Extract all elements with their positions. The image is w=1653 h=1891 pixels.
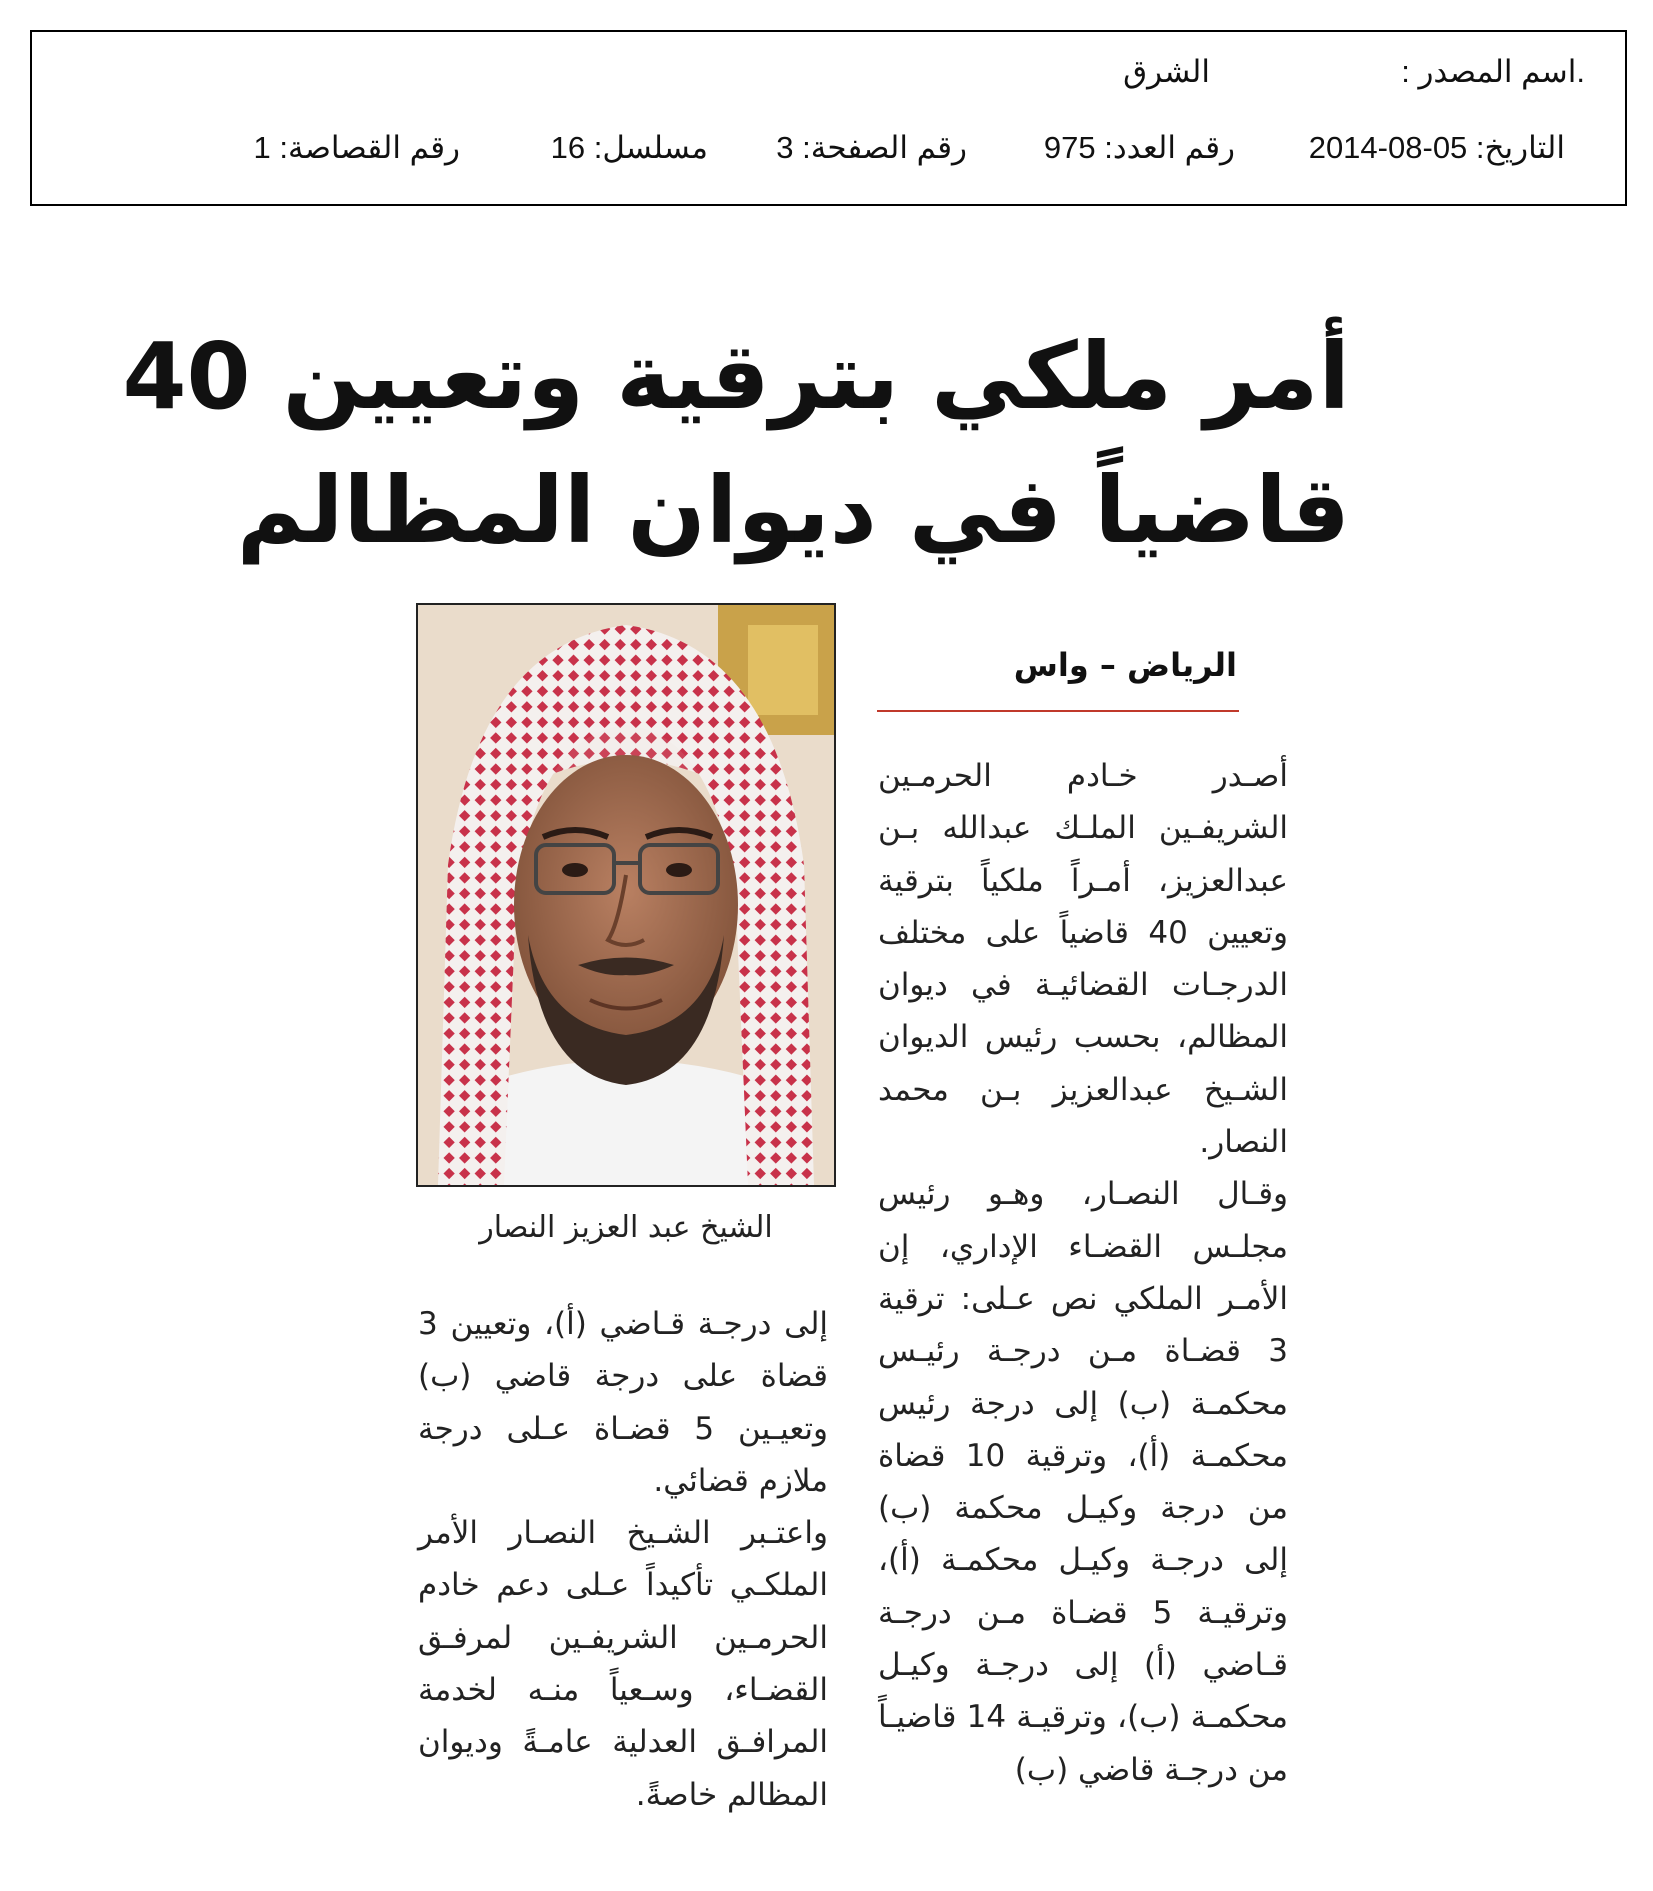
photo-caption: الشيخ عبد العزيز النصار: [479, 1210, 773, 1245]
paragraph: أصـدر خـادم الحرمـين الشريفـين الملـك عبدالله بـن عبدالعزيز، أمـراً ملكياً بترقية وتعيين 40 قاضياً على مختلف الدرجـات القضائيـة في ديوان المظالم، بحسب رئيس الديوان الشـيخ عبدالعزيز بـن محمد النصار.: [878, 758, 1288, 1161]
source-value: الشرق: [1123, 54, 1210, 89]
article-column-right: [878, 750, 1288, 1796]
metadata-row-source: [32, 54, 1625, 94]
clip-number-field: رقم القصاصة: 1: [253, 130, 460, 165]
dateline-rule: [877, 710, 1239, 712]
headline-line-2: قاضياً في ديوان المظالم: [236, 457, 1350, 564]
paragraph: وقـال النصـار، وهـو رئيس مجلـس القضـاء الإداري، إن الأمـر الملكي نص عـلى: ترقية 3 قضـاة مـن درجـة رئيـس محكمـة (ب) إلى درجة رئيس محكمـة (أ)، وترقية 10 قضاة من درجة وكيـل محكمة (ب) إلى درجـة وكيـل محكمـة (أ)، وترقيـة 5 قضـاة مـن درجـة قـاضي (أ) إلى درجـة وكيـل محكمـة (ب)، وترقيـة 14 قاضيـاً من درجـة قاضي (ب): [878, 1176, 1288, 1788]
headline-line-1: أمر ملكي بترقية وتعيين 40: [122, 323, 1350, 430]
serial-field: مسلسل: 16: [550, 130, 708, 165]
clipping-metadata-box: [30, 30, 1627, 206]
page-field: رقم الصفحة: 3: [776, 130, 967, 165]
dateline: الرياض – واس: [1013, 646, 1237, 684]
portrait-photo: [416, 603, 836, 1187]
issue-field: رقم العدد: 975: [1043, 130, 1235, 165]
article-column-left: [418, 1298, 828, 1821]
portrait-illustration: [418, 605, 834, 1185]
paragraph: واعتـبر الشـيخ النصـار الأمر الملكـي تأكيداً عـلى دعم خادم الحرمـين الشريفـين لمرفـق القضـاء، وسـعياً منـه لخدمة المرافـق العدلية عامـةً وديوان المظالم خاصةً.: [418, 1515, 828, 1813]
metadata-row-details: [32, 130, 1625, 170]
paragraph: إلى درجـة قـاضي (أ)، وتعيين 3 قضاة على درجة قاضي (ب) وتعيـين 5 قضـاة عـلى درجة ملازم قضائي.: [418, 1306, 828, 1499]
source-label: .اسم المصدر :: [1401, 54, 1585, 89]
date-field: التاريخ: 05-08-2014: [1308, 130, 1565, 165]
